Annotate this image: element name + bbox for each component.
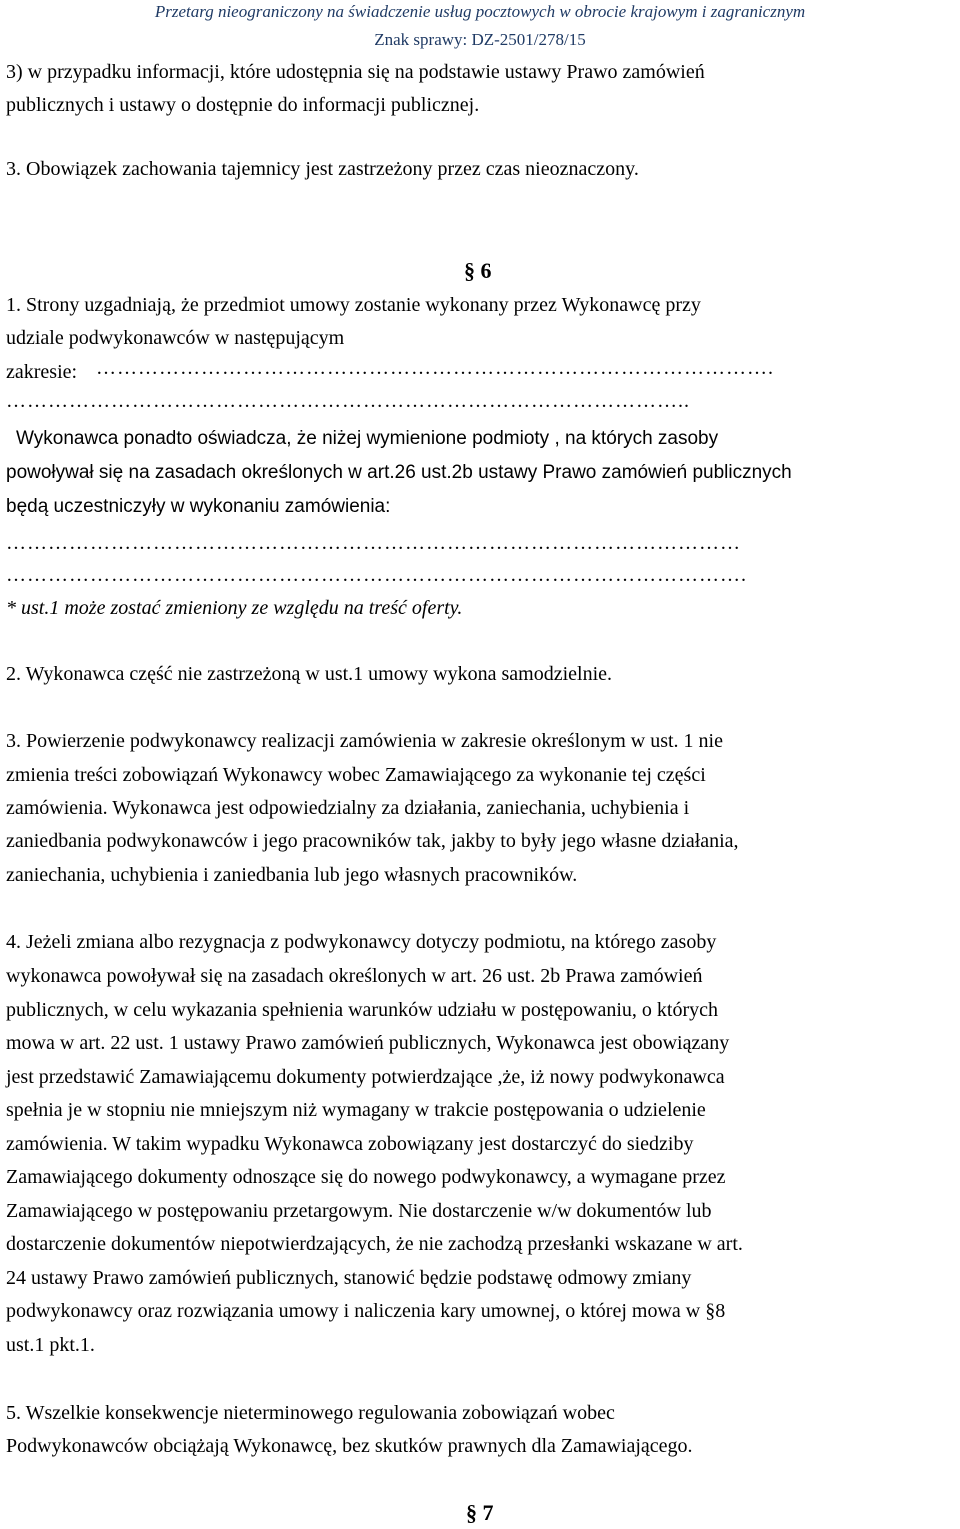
fill-in-leader: …………………………………………………………………………………………… [6,532,741,554]
paragraph-line: będą uczestniczyły w wykonaniu zamówienia: [6,496,391,517]
paragraph-line: 5. Wszelkie konsekwencje nieterminowego regulowania zobowiązań wobec [6,1402,615,1424]
paragraph-line: 3. Obowiązek zachowania tajemnicy jest zastrzeżony przez czas nieoznaczony. [6,158,639,180]
paragraph-line: wykonawca powoływał się na zasadach określonych w art. 26 ust. 2b Prawa zamówień [6,965,703,987]
paragraph-line: publicznych, w celu wykazania spełnienia warunków udziału w postępowaniu, o których [6,999,719,1021]
paragraph-line: 4. Jeżeli zmiana albo rezygnacja z podwykonawcy dotyczy podmiotu, na którego zasoby [6,931,717,953]
paragraph-line: spełnia je w stopniu nie mniejszym niż wymagany w trakcie postępowania o udzielenie [6,1099,706,1121]
paragraph-line: publicznych i ustawy o dostępnie do informacji publicznej. [6,94,480,116]
paragraph-line: Zamawiającego w postępowaniu przetargowym. Nie dostarczenie w/w dokumentów lub [6,1200,712,1222]
paragraph-line: ust.1 pkt.1. [6,1334,95,1356]
footnote-note: * ust.1 może zostać zmieniony ze względu na treść oferty. [6,597,463,619]
paragraph-line: powoływał się na zasadach określonych w art.26 ust.2b ustawy Prawo zamówień publicznych [6,462,792,483]
section-heading-6: § 6 [464,258,492,283]
paragraph-line: zamówienia. Wykonawca jest odpowiedzialny za działania, zaniechania, uchybienia i [6,797,690,819]
fill-in-leader: ……………………………………………………………………………………. [96,357,774,379]
header-title: Przetarg nieograniczony na świadczenie usług pocztowych w obrocie krajowym i zagranicznym [154,2,806,21]
paragraph-line: 2. Wykonawca część nie zastrzeżoną w ust.1 umowy wykona samodzielnie. [6,663,612,685]
paragraph-line: podwykonawcy oraz rozwiązania umowy i naliczenia kary umownej, o której mowa w §8 [6,1300,726,1322]
paragraph-line: mowa w art. 22 ust. 1 ustawy Prawo zamówień publicznych, Wykonawca jest obowiązany [6,1032,730,1054]
paragraph-line: Wykonawca ponadto oświadcza, że niżej wymienione podmioty , na których zasoby [16,428,719,449]
fill-in-leader: …………………………………………………………………………………….. [6,390,690,412]
paragraph-line: Podwykonawców obciążają Wykonawcę, bez skutków prawnych dla Zamawiającego. [6,1435,693,1457]
paragraph-line: dostarczenie dokumentów niepotwierdzających, że nie zachodzą przesłanki wskazane w art. [6,1233,743,1255]
paragraph-line: zamówienia. W takim wypadku Wykonawca zobowiązany jest dostarczyć do siedziby [6,1133,694,1155]
header-case-number: Znak sprawy: DZ-2501/278/15 [374,30,586,49]
paragraph-line: 3. Powierzenie podwykonawcy realizacji zamówienia w zakresie określonym w ust. 1 nie [6,730,723,752]
paragraph-line: zmienia treści zobowiązań Wykonawcy wobec Zamawiającego za wykonanie tej części [6,764,706,786]
paragraph-line: Zamawiającego dokumenty odnoszące się do nowego podwykonawcy, a wymagane przez [6,1166,726,1188]
paragraph-line: 1. Strony uzgadniają, że przedmiot umowy zostanie wykonany przez Wykonawcę przy [6,294,701,316]
section-heading-7: § 7 [466,1500,494,1525]
paragraph-line: zaniedbania podwykonawców i jego pracowników tak, jakby to były jego własne działania, [6,830,739,852]
paragraph-line: udziale podwykonawców w następującym [6,327,345,349]
fill-in-leader: ……………………………………………………………………………………………. [6,564,747,586]
paragraph-line: zaniechania, uchybienia i zaniedbania lub jego własnych pracowników. [6,864,578,886]
paragraph-line: jest przedstawić Zamawiającemu dokumenty potwierdzające ,że, iż nowy podwykonawca [6,1066,725,1088]
paragraph-line: 24 ustawy Prawo zamówień publicznych, stanowić będzie podstawę odmowy zmiany [6,1267,692,1289]
paragraph-line: zakresie: [6,361,78,383]
paragraph-line: 3) w przypadku informacji, które udostępnia się na podstawie ustawy Prawo zamówień [6,61,705,83]
